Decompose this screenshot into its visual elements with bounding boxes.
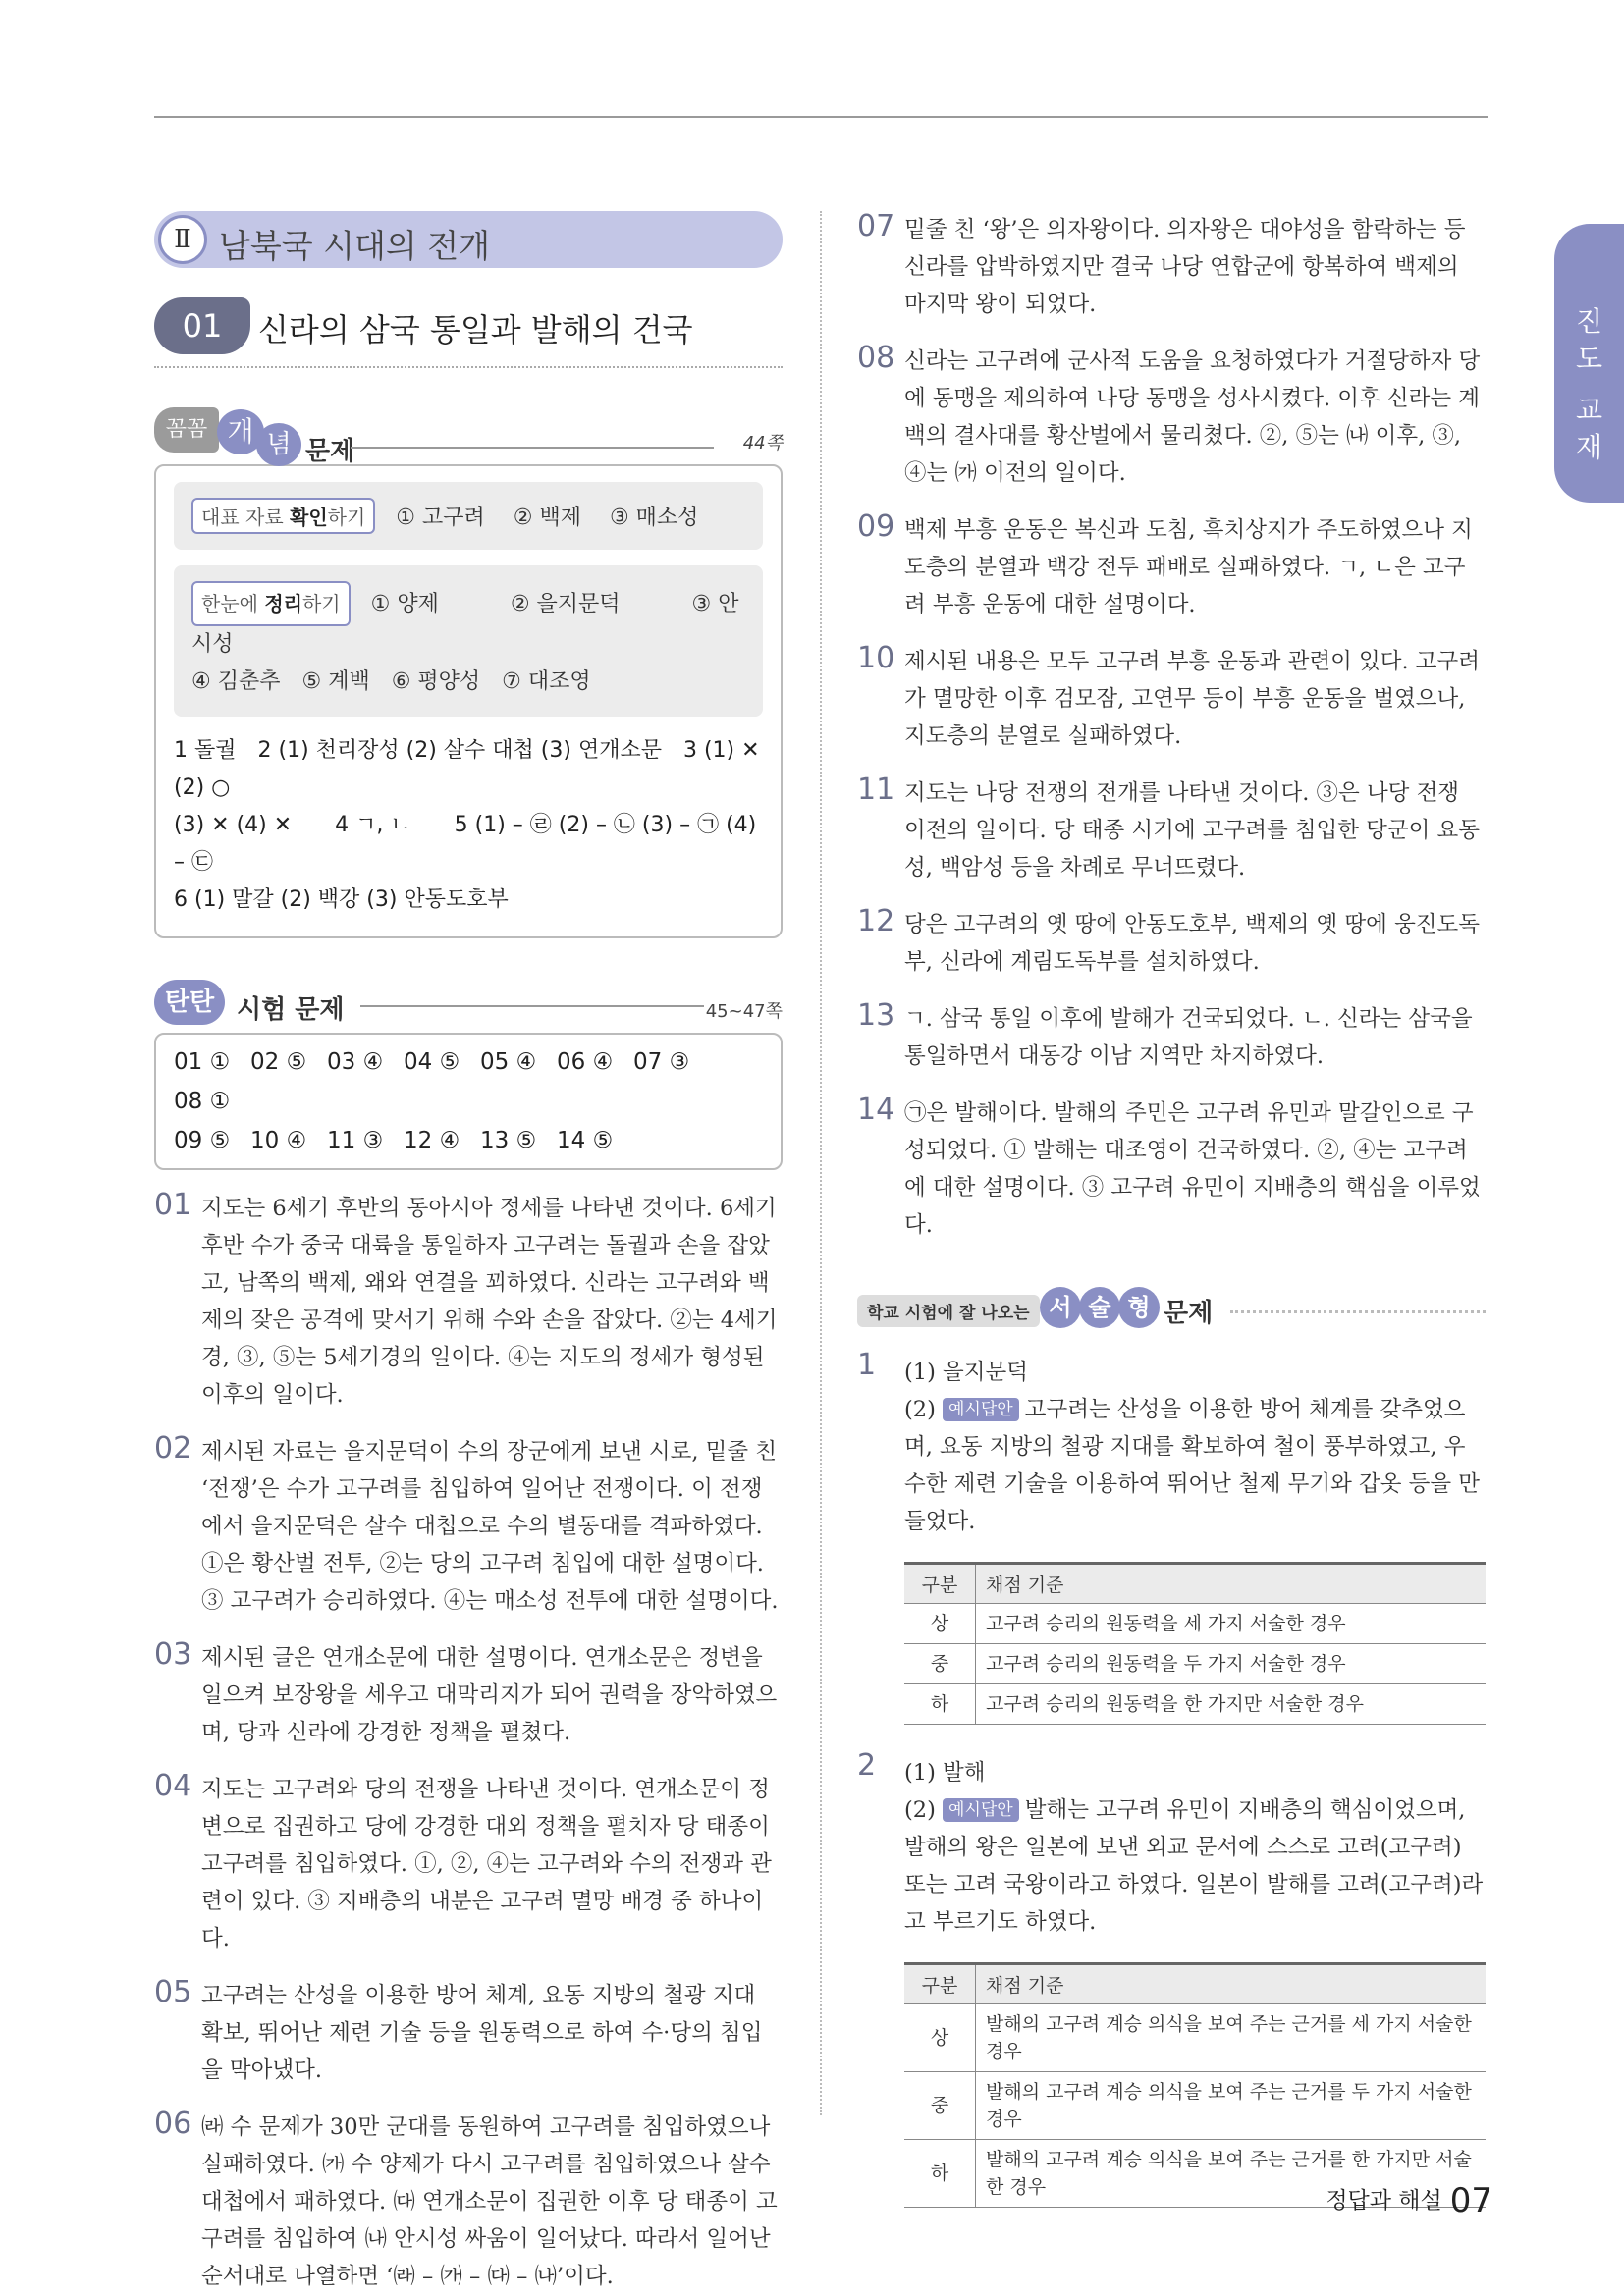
exam-answer: 09 ⑤	[174, 1128, 231, 1153]
concept-header	[154, 407, 783, 464]
exam-answer-row	[174, 1121, 763, 1160]
concept-header-label: 문제	[305, 437, 355, 466]
representative-tag: 대표 자료 확인하기	[191, 498, 375, 534]
answer-line: 1 돌궐 2 (1) 천리장성 (2) 살수 대첩 (3) 연개소문 3 (1) ✕ (2) ○	[174, 738, 760, 800]
exam-header-label: 시험 문제	[237, 995, 345, 1025]
table-row: 상 고구려 승리의 원동력을 세 가지 서술한 경우	[904, 1604, 1486, 1644]
exam-answer: 14 ⑤	[557, 1128, 614, 1153]
explanation-text: 지도는 나당 전쟁의 전개를 나타낸 것이다. ③은 나당 전쟁 이전의 일이다. 당 태종 시기에 고구려를 침입한 당군이 요동성, 백암성 등을 차례로 무너뜨렸다.	[904, 780, 1481, 881]
explanation-text: 고구려는 산성을 이용한 방어 체계, 요동 지방의 철광 지대 확보, 뛰어난 제련 기술 등을 원동력으로 하여 수·당의 침입을 막아냈다.	[201, 1983, 763, 2083]
exam-answer: 08 ①	[174, 1089, 231, 1114]
explanation-item	[857, 511, 1486, 623]
answer-line: 6 (1) 말갈 (2) 백강 (3) 안동도호부	[174, 887, 509, 912]
explanation-text: 신라는 고구려에 군사적 도움을 요청하였다가 거절당하자 당에 동맹을 제의하여 나당 동맹을 성사시켰다. 이후 신라는 계백의 결사대를 황산벌에서 물리쳤다. ②, ⑤는 ㈏ 이후, ③, ④는 ㈎ 이전의 일이다.	[904, 348, 1481, 486]
table-row: 하 고구려 승리의 원동력을 한 가지만 서술한 경우	[904, 1684, 1486, 1725]
example-answer-label: 예시답안	[943, 1398, 1019, 1421]
explanation-item	[154, 1639, 783, 1751]
explanation-item	[154, 1771, 783, 1957]
concept-badge: 개	[217, 409, 264, 454]
explanation-number: 13	[857, 998, 895, 1033]
header-rule	[360, 1005, 704, 1007]
explanation-number: 08	[857, 341, 895, 375]
page-footer	[1326, 2181, 1492, 2220]
descriptive-badge: 서	[1040, 1287, 1081, 1328]
exam-page-ref: 45~47쪽	[705, 1001, 783, 1022]
descriptive-badge: 형	[1118, 1287, 1160, 1328]
exam-header	[154, 976, 783, 1033]
explanation-item	[154, 1433, 783, 1620]
explanation-text: 제시된 자료는 을지문덕이 수의 장군에게 보낸 시로, 밑줄 친 ‘전쟁’은 수가 고구려를 침입하여 일어난 전쟁이다. 이 전쟁에서 을지문덕은 살수 대첩으로 수의 별동대를 격파하였다. ①은 황산벌 전투, ②는 당의 고구려 침입에 대한 설명이다. ③ 고구려가 승리하였다. ④는 매소성 전투에 대한 설명이다.	[201, 1439, 779, 1614]
table-row: 중 고구려 승리의 원동력을 두 가지 서술한 경우	[904, 1644, 1486, 1684]
summary-answers-line: ④ 김춘추 ⑤ 계백 ⑥ 평양성 ⑦ 대조영	[191, 669, 591, 694]
concept-badge: 념	[256, 423, 301, 466]
descriptive-question	[857, 1748, 1486, 1941]
answer-part-2: (2) 예시답안 발해는 고구려 유민이 지배층의 핵심이었으며, 발해의 왕은 일본에 보낸 외교 문서에 스스로 고려(고구려) 또는 고려 국왕이라고 하였다. 일본이 발해를 고려(고구려)라고 부르기도 하였다.	[904, 1797, 1484, 1935]
explanation-text: 당은 고구려의 옛 땅에 안동도호부, 백제의 옛 땅에 웅진도독부, 신라에 계림도독부를 설치하였다.	[904, 912, 1481, 975]
explanation-text: ㉠은 발해이다. 발해의 주민은 고구려 유민과 말갈인으로 구성되었다. ① 발해는 대조영이 건국하였다. ②, ④는 고구려에 대한 설명이다. ③ 고구려 유민이 지배층의 핵심을 이루었다.	[904, 1100, 1481, 1238]
explanation-item	[154, 2109, 783, 2295]
chapter-number: Ⅱ	[158, 215, 207, 264]
exam-answer-row	[174, 1042, 763, 1121]
concept-answers	[174, 732, 763, 919]
scoring-table	[904, 1562, 1486, 1725]
lesson-number: 01	[154, 297, 250, 354]
exam-answer: 04 ⑤	[404, 1049, 460, 1075]
explanation-item	[154, 1977, 783, 2089]
explanation-item	[857, 1095, 1486, 1244]
exam-answer-box	[154, 1033, 783, 1170]
summary-tag: 한눈에 정리하기	[191, 581, 351, 626]
explanation-text: 백제 부흥 운동은 복신과 도침, 흑치상지가 주도하였으나 지도층의 분열과 백강 전투 패배로 실패하였다. ㄱ, ㄴ은 고구려 부흥 운동에 대한 설명이다.	[904, 517, 1473, 617]
side-tab-char: 교	[1575, 394, 1603, 426]
representative-answers: ① 고구려 ② 백제 ③ 매소성	[396, 506, 699, 530]
concept-page-ref: 44쪽	[742, 433, 783, 454]
explanation-item	[857, 643, 1486, 755]
explanation-text: 밑줄 친 ‘왕’은 의자왕이다. 의자왕은 대야성을 함락하는 등 신라를 압박하였지만 결국 나당 연합군에 항복하여 백제의 마지막 왕이 되었다.	[904, 217, 1466, 317]
footer-label: 정답과 해설	[1326, 2188, 1442, 2214]
chapter-title: 남북국 시대의 전개	[219, 227, 491, 265]
answer-part-1: (1) 을지문덕	[904, 1360, 1028, 1385]
explanation-number: 01	[154, 1188, 192, 1222]
lesson-heading	[154, 295, 783, 368]
answer-line: (3) ✕ (4) ✕ 4 ㄱ, ㄴ 5 (1) – ㉣ (2) – ㉡ (3) – ㉠ (4) – ㉢	[174, 813, 757, 875]
answer-part-2: (2) 예시답안 고구려는 산성을 이용한 방어 체계를 갖추었으며, 요동 지방의 철광 지대를 확보하여 철이 풍부하였고, 우수한 제련 기술을 이용하여 뛰어난 철제 무기와 갑옷 등을 만들었다.	[904, 1397, 1481, 1534]
table-header: 구분	[904, 1564, 976, 1604]
table-row: 하 발해의 고구려 계승 의식을 보여 주는 근거를 한 가지만 서술한 경우	[904, 2140, 1486, 2208]
explanation-item	[857, 906, 1486, 981]
summary-answers-line: ① 양제 ② 을지문덕 ③ 안시성	[191, 592, 739, 657]
explanation-item	[857, 343, 1486, 492]
exam-answer: 02 ⑤	[250, 1049, 307, 1075]
explanation-text: ㄱ. 삼국 통일 이후에 발해가 건국되었다. ㄴ. 신라는 삼국을 통일하면서 대동강 이남 지역만 차지하였다.	[904, 1006, 1473, 1069]
lesson-title: 신라의 삼국 통일과 발해의 건국	[258, 311, 693, 348]
answer-part-1: (1) 발해	[904, 1760, 986, 1786]
exam-answer: 12 ④	[404, 1128, 460, 1153]
scoring-table	[904, 1962, 1486, 2208]
explanation-text: ㈑ 수 문제가 30만 군대를 동원하여 고구려를 침입하였으나 실패하였다. ㈎ 수 양제가 다시 고구려를 침입하였으나 살수 대첩에서 패하였다. ㈐ 연개소문이 집권한 이후 당 태종이 고구려를 침입하여 ㈏ 안시성 싸움이 일어났다. 따라서 일어난 순서대로 나열하면 ‘㈑ – ㈎ – ㈐ – ㈏’이다.	[201, 2114, 778, 2289]
top-rule	[154, 116, 1488, 118]
chapter-banner	[154, 211, 783, 268]
explanation-text: 지도는 6세기 후반의 동아시아 정세를 나타낸 것이다. 6세기 후반 수가 중국 대륙을 통일하자 고구려는 돌궐과 손을 잡았고, 남쪽의 백제, 왜와 연결을 꾀하였다. 신라는 고구려와 백제의 잦은 공격에 맞서기 위해 수와 손을 잡았다. ②는 4세기경, ③, ⑤는 5세기경의 일이다. ④는 지도의 정세가 형성된 이후의 일이다.	[201, 1196, 778, 1408]
descriptive-header-label: 문제	[1164, 1299, 1214, 1328]
exam-answer: 05 ④	[480, 1049, 537, 1075]
explanation-number: 09	[857, 509, 895, 544]
summary-row	[174, 565, 763, 717]
concept-box	[154, 464, 783, 938]
representative-material-row	[174, 482, 763, 550]
explanation-number: 03	[154, 1637, 192, 1672]
exam-answer: 07 ③	[633, 1049, 690, 1075]
question-number: 1	[857, 1348, 877, 1382]
table-row: 중 발해의 고구려 계승 의식을 보여 주는 근거를 두 가지 서술한 경우	[904, 2072, 1486, 2140]
example-answer-label: 예시답안	[943, 1798, 1019, 1822]
question-number: 2	[857, 1748, 877, 1783]
side-tab-char: 도	[1575, 343, 1603, 375]
explanation-number: 05	[154, 1975, 192, 2009]
exam-answer: 10 ④	[250, 1128, 307, 1153]
left-column	[154, 211, 783, 2295]
exam-badge: 탄탄	[154, 980, 225, 1025]
explanation-number: 10	[857, 641, 895, 675]
header-rule	[351, 447, 714, 449]
exam-answer: 01 ①	[174, 1049, 231, 1075]
exam-answer: 11 ③	[327, 1128, 384, 1153]
explanation-item	[857, 1000, 1486, 1075]
table-header: 채점 기준	[976, 1564, 1487, 1604]
exam-answer: 13 ⑤	[480, 1128, 537, 1153]
right-column	[857, 211, 1486, 2208]
explanation-number: 12	[857, 904, 895, 938]
column-divider	[820, 211, 822, 2115]
exam-answer: 03 ④	[327, 1049, 384, 1075]
explanation-number: 11	[857, 773, 895, 807]
explanation-number: 02	[154, 1431, 192, 1466]
explanation-number: 04	[154, 1769, 192, 1803]
example-answer-text: 발해는 고구려 유민이 지배층의 핵심이었으며, 발해의 왕은 일본에 보낸 외교 문서에 스스로 고려(고구려) 또는 고려 국왕이라고 하였다. 일본이 발해를 고려(고구려)라고 부르기도 하였다.	[904, 1797, 1484, 1935]
explanation-number: 06	[154, 2107, 192, 2141]
explanation-text: 지도는 고구려와 당의 전쟁을 나타낸 것이다. 연개소문이 정변으로 집권하고 당에 강경한 대외 정책을 펼치자 당 태종이 고구려를 침입하였다. ①, ②, ④는 고구려와 수의 전쟁과 관련이 있다. ③ 지배층의 내분은 고구려 멸망 배경 중 하나이다.	[201, 1777, 772, 1951]
descriptive-question	[857, 1348, 1486, 1540]
exam-answer: 06 ④	[557, 1049, 614, 1075]
table-row: 상 발해의 고구려 계승 의식을 보여 주는 근거를 세 가지 서술한 경우	[904, 2004, 1486, 2072]
side-tab	[1554, 224, 1624, 503]
explanation-number: 14	[857, 1093, 895, 1127]
page-number: 07	[1449, 2181, 1492, 2220]
descriptive-prefix: 학교 시험에 잘 나오는	[857, 1295, 1040, 1327]
explanation-text: 제시된 내용은 모두 고구려 부흥 운동과 관련이 있다. 고구려가 멸망한 이후 검모잠, 고연무 등이 부흥 운동을 벌였으나, 지도층의 분열로 실패하였다.	[904, 649, 1481, 749]
descriptive-badge: 술	[1079, 1287, 1120, 1328]
table-header: 구분	[904, 1964, 976, 2004]
descriptive-header	[857, 1283, 1486, 1340]
side-tab-char: 진	[1575, 305, 1603, 338]
side-tab-char: 재	[1575, 431, 1603, 463]
explanation-item	[857, 211, 1486, 323]
explanation-item	[154, 1190, 783, 1414]
header-rule	[1230, 1310, 1486, 1313]
explanation-number: 07	[857, 209, 895, 243]
explanation-text: 제시된 글은 연개소문에 대한 설명이다. 연개소문은 정변을 일으켜 보장왕을 세우고 대막리지가 되어 권력을 장악하였으며, 당과 신라에 강경한 정책을 펼쳤다.	[201, 1645, 778, 1745]
explanation-item	[857, 774, 1486, 886]
table-header: 채점 기준	[976, 1964, 1487, 2004]
example-answer-text: 고구려는 산성을 이용한 방어 체계를 갖추었으며, 요동 지방의 철광 지대를 확보하여 철이 풍부하였고, 우수한 제련 기술을 이용하여 뛰어난 철제 무기와 갑옷 등을 만들었다.	[904, 1397, 1481, 1534]
concept-badge: 꼼꼼	[154, 407, 219, 453]
